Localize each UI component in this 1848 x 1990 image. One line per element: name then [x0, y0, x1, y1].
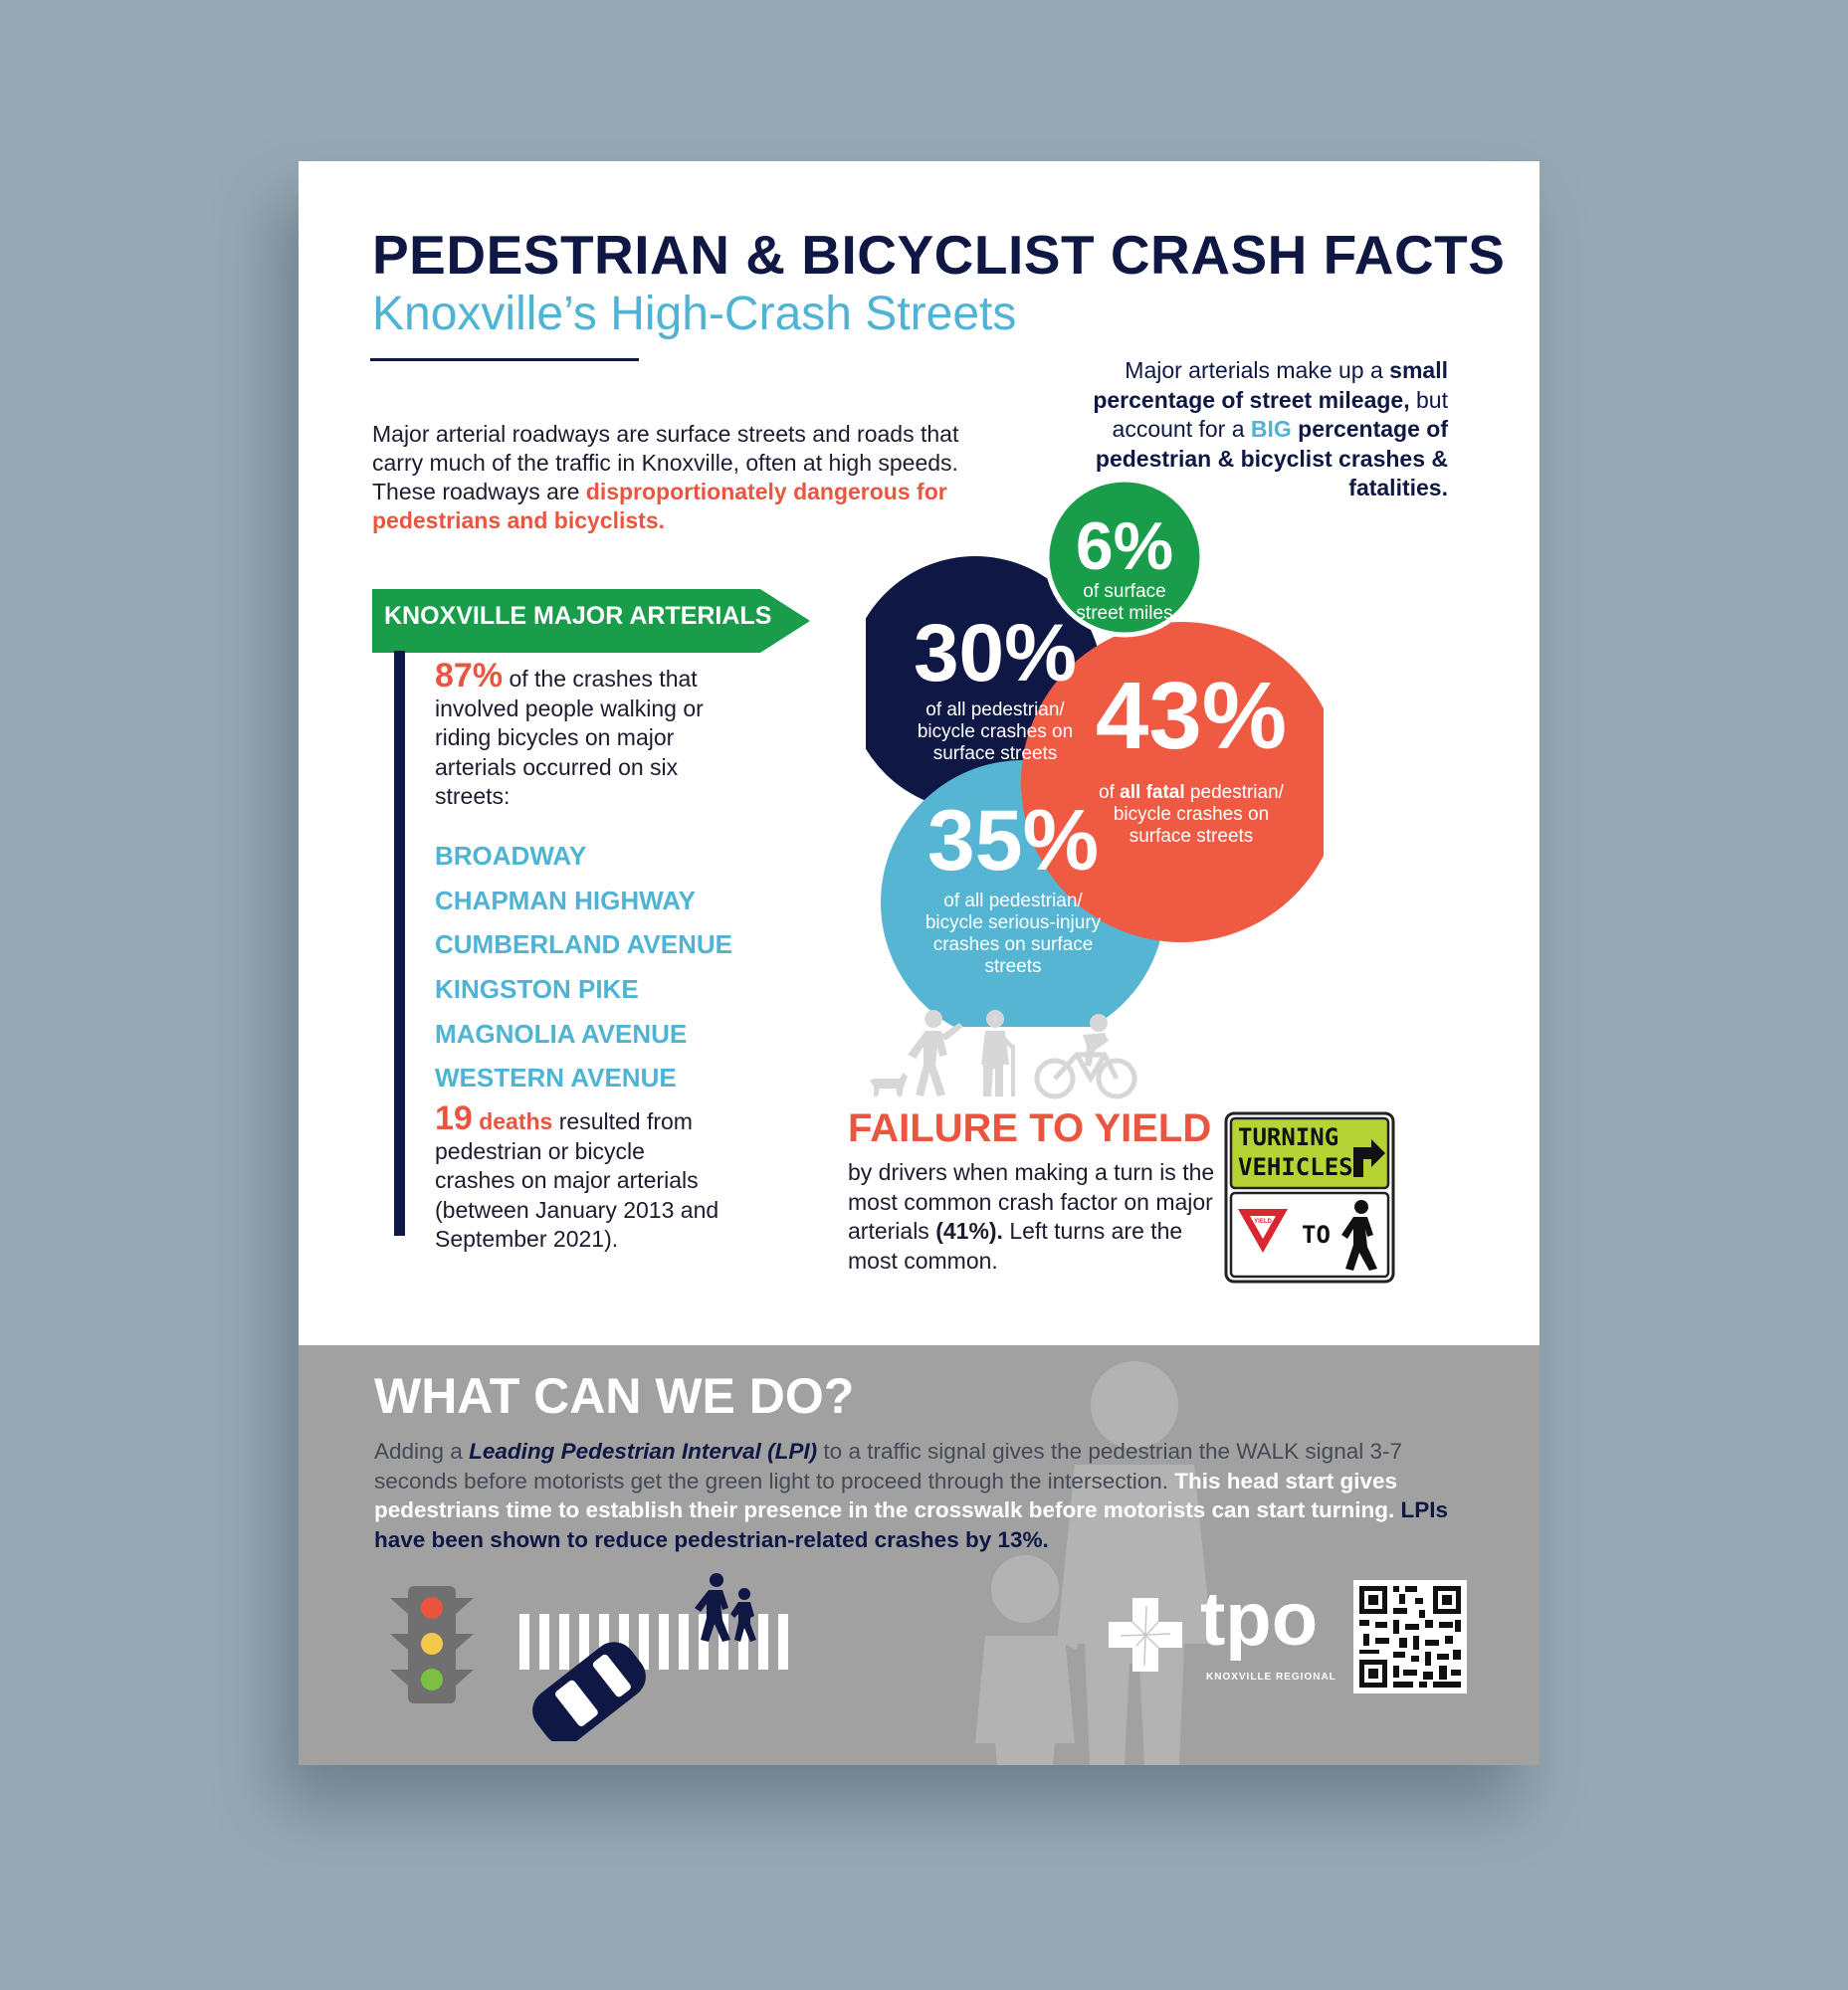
title-divider — [370, 358, 639, 361]
dog-walker-icon — [870, 1010, 963, 1096]
bubble-43-label-3: surface streets — [1129, 826, 1254, 847]
qr-code-icon[interactable] — [1353, 1580, 1467, 1693]
list-item: CHAPMAN HIGHWAY — [435, 885, 696, 915]
list-item: MAGNOLIA AVENUE — [435, 1018, 688, 1049]
sign-to: TO — [1302, 1221, 1331, 1249]
bubble-6-value: 6% — [1075, 508, 1174, 584]
note-big-word: BIG — [1250, 416, 1292, 442]
note-bold-2: percentage of pedestrian & bicyclist crashes & fatalities. — [1095, 416, 1448, 500]
walking-pedestrians-icon — [695, 1573, 756, 1642]
yield-word: YIELD — [1254, 1219, 1272, 1225]
flyer-page — [299, 161, 1540, 1765]
yield-text-2: Left turns are the most common. — [848, 1218, 1183, 1274]
parent-child-watermark-icon — [935, 1345, 1274, 1765]
sign-label: KNOXVILLE MAJOR ARTERIALS — [384, 602, 772, 630]
sign-line-1: TURNING — [1238, 1123, 1339, 1151]
bubble-43-label-2: bicycle crashes on — [1113, 804, 1270, 825]
list-item: KINGSTON PIKE — [435, 974, 639, 1005]
tpo-logo-text: tpo — [1200, 1577, 1319, 1662]
tpo-logo-mark-icon — [1107, 1596, 1184, 1674]
sign-post — [394, 651, 405, 1236]
bubble-43-value: 43% — [1095, 663, 1288, 769]
bubble-43-label-bold: all fatal — [1120, 782, 1185, 803]
stat-19-deaths — [435, 1099, 723, 1255]
bubble-35-label-3: crashes on surface — [932, 934, 1094, 955]
list-item: WESTERN AVENUE — [435, 1063, 677, 1094]
bubble-35-label-1: of all pedestrian/ — [943, 891, 1083, 911]
lpi-text-1: Adding a — [374, 1439, 470, 1464]
stat-87-value: 87% — [435, 657, 504, 695]
turning-vehicles-yield-sign — [1224, 1111, 1395, 1284]
crosswalk-car-pedestrians-icon — [517, 1572, 796, 1741]
note-bold-1: small percentage of street mileage, — [1093, 357, 1448, 413]
sign-line-2: VEHICLES — [1238, 1153, 1353, 1181]
yield-percent: (41%). — [935, 1218, 1003, 1244]
stat-19-deaths-word: deaths — [472, 1108, 553, 1134]
note-text-1: Major arterials make up a — [1125, 357, 1390, 383]
bubble-30-value: 30% — [913, 608, 1078, 698]
lpi-text-3: This head start gives pedestrians time to establish their presence in the crosswalk before motorists can start turning. — [374, 1468, 1401, 1522]
pedestrian-cyclist-icons — [856, 1007, 1154, 1101]
intro-text: Major arterial roadways are surface streets and roads that carry much of the traffic in Knoxville, often at high speeds. These roadways are — [372, 421, 959, 504]
stat-19-text: resulted from pedestrian or bicycle crashes on major arterials (between January 2013 and September 2021). — [435, 1108, 719, 1252]
lpi-term: Leading Pedestrian Interval (LPI) — [469, 1439, 818, 1464]
bubble-30-label-1: of all pedestrian/ — [925, 699, 1065, 720]
lpi-text-4: LPIs have been shown to reduce pedestrian-related crashes by 13%. — [374, 1497, 1449, 1552]
elderly-pedestrian-icon — [981, 1010, 1015, 1096]
bubble-6-label-1: of surface — [1083, 581, 1166, 602]
stat-87-percent — [435, 657, 743, 812]
section-heading: WHAT CAN WE DO? — [374, 1368, 855, 1424]
failure-to-yield-heading: FAILURE TO YIELD — [848, 1106, 1212, 1150]
stat-19-value: 19 — [435, 1099, 473, 1137]
bubble-35-value: 35% — [926, 793, 1100, 889]
bubble-43-label-1 — [1099, 782, 1285, 803]
page-title: PEDESTRIAN & BICYCLIST CRASH FACTS — [372, 224, 1506, 286]
stat-bubbles — [866, 480, 1324, 1027]
tpo-logo-subtitle: KNOXVILLE REGIONAL — [1206, 1672, 1336, 1683]
intro-highlight: disproportionately dangerous for pedestrians and bicyclists. — [372, 479, 947, 533]
high-crash-streets-list — [435, 834, 732, 1100]
traffic-light-icon — [390, 1584, 474, 1705]
stat-87-text: of the crashes that involved people walking or riding bicycles on major arterials occurred on six streets: — [435, 666, 704, 809]
lpi-text-2: to a traffic signal gives the pedestrian the WALK signal 3-7 seconds before motorists get the green light to proceed through the intersection. — [374, 1439, 1402, 1493]
what-can-we-do-section — [299, 1345, 1540, 1765]
list-item: BROADWAY — [435, 841, 587, 871]
yield-text-1: by drivers when making a turn is the most common crash factor on major arterials — [848, 1159, 1215, 1244]
bubble-30-label-3: surface streets — [932, 743, 1058, 764]
note-text-2: but account for a — [1112, 386, 1448, 442]
bubble-6-label-2: street miles — [1076, 603, 1173, 624]
lpi-paragraph — [374, 1437, 1479, 1554]
bubble-35-label-4: streets — [984, 956, 1042, 977]
bubble-43-label-pre: of — [1099, 782, 1121, 803]
page-subtitle: Knoxville’s High-Crash Streets — [372, 288, 1017, 340]
bubble-30-label-2: bicycle crashes on — [917, 721, 1074, 742]
bubble-35-label-2: bicycle serious-injury — [924, 912, 1102, 933]
list-item: CUMBERLAND AVENUE — [435, 929, 732, 960]
bubble-43-label-post: pedestrian/ — [1184, 782, 1284, 803]
failure-to-yield-text — [848, 1158, 1221, 1276]
